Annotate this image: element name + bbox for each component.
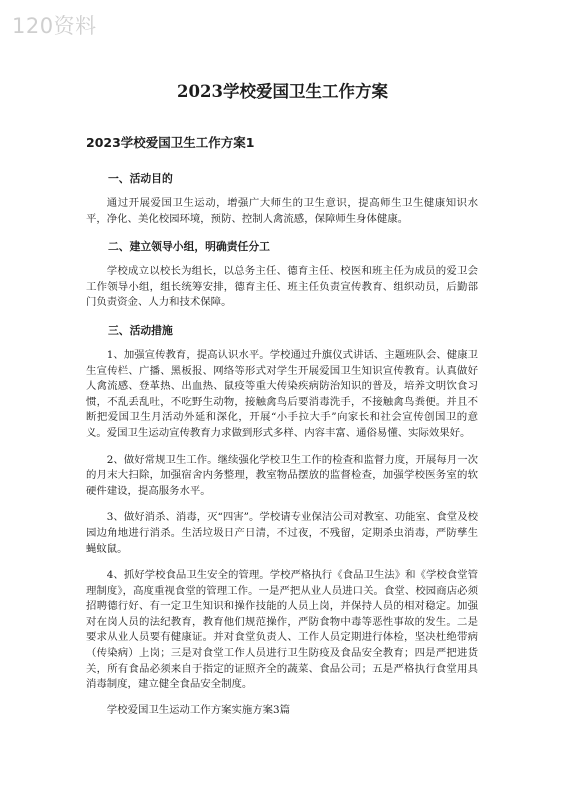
paragraph-measure-3: 3、做好消杀、消毒，灭“四害”。学校请专业保洁公司对教室、功能室、食堂及校园边角地进行消杀。生活垃圾日产日清，不过夜，不残留，定期杀虫消毒，严防孳生蝇蚊鼠。 (86, 511, 478, 555)
document-title: 2023学校爱国卫生工作方案 (177, 82, 388, 101)
heading-measures: 三、活动措施 (108, 323, 173, 337)
watermark: 120资料 (12, 14, 97, 38)
paragraph-footer-note: 学校爱国卫生运动工作方案实施方案3篇 (106, 703, 291, 716)
document-body (86, 170, 478, 718)
section-title: 2023学校爱国卫生工作方案1 (86, 135, 255, 150)
paragraph-measure-1: 1、加强宣传教育，提高认识水平。学校通过升旗仪式讲话、主题班队会、健康卫生宣传栏、广播、黑板报、网络等形式对学生开展爱国卫生知识宣传教育。认真做好人禽流感、登革热、出血热、鼠疫等重大传染疾病防治知识的普及，培养文明饮食习惯，不乱丢乱吐，不吃野生动物，接触禽鸟后要消毒洗手，不接触禽鸟粪便。并且不断把爱国卫生月活动外延和深化，开展“小手拉大手”向家长和社会宣传创国卫的意义。爱国卫生运动宣传教育力求做到形式多样、内容丰富、通俗易懂、实际效果好。 (86, 348, 478, 439)
paragraph-measure-2: 2、做好常规卫生工作。继续强化学校卫生工作的检查和监督力度，开展每月一次的月末大扫除，加强宿舍内务整理，教室物品摆放的监督检查，加强学校医务室的软硬件建设，提高服务水平。 (86, 453, 478, 497)
paragraph-measure-4: 4、抓好学校食品卫生安全的管理。学校严格执行《食品卫生法》和《学校食堂管理制度》，高度重视食堂的管理工作。一是严把从业人员进口关。食堂、校园商店必须招聘德行好、有一定卫生知识和操作技能的人员上岗，并保持人员的相对稳定。加强对在岗人员的法纪教育，教育他们规范操作，严防食物中毒等恶性事故的发生。二是要求从业人员要有健康证。并对食堂负责人、工作人员定期进行体检，坚决杜绝带病（传染病）上岗；三是对食堂工作人员进行卫生防疫及食品安全教育；四是严把进货关，所有食品必须来自于指定的证照齐全的蔬菜、食品公司；五是严格执行食堂用具消毒制度，建立健全食品安全制度。 (86, 569, 478, 691)
paragraph-purpose: 通过开展爱国卫生运动，增强广大师生的卫生意识，提高师生卫生健康知识水平，净化、美化校园环境，预防、控制人禽流感，保障师生身体健康。 (86, 197, 478, 225)
paragraph-leadership: 学校成立以校长为组长，以总务主任、德育主任、校医和班主任为成员的爱卫会工作领导小组，组长统筹安排，德育主任、班主任负责宣传教育、组织动员，后勤部门负责资金、人力和技术保障。 (86, 265, 478, 309)
heading-purpose: 一、活动目的 (108, 172, 173, 185)
heading-leadership: 二、建立领导小组，明确责任分工 (108, 240, 270, 254)
